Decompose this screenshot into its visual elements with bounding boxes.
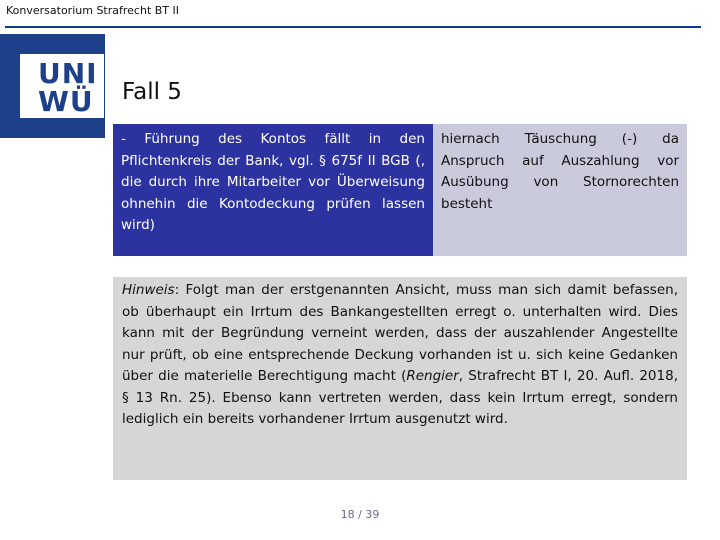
argument-box-left <box>113 124 433 256</box>
logo-text-line1: UNI <box>38 57 98 90</box>
slide-title: Fall 5 <box>122 79 182 105</box>
note-body-part2: , Strafrecht BT I, 20. Aufl. 2018, § 13 Rn. 25). Ebenso kann vertreten werden, dass kein Irrtum erregt, sondern lediglich ein bereits vorhandener Irrtum ausgenutzt wird. <box>122 368 678 427</box>
logo-text-line2: WÜ <box>38 85 94 118</box>
note-box <box>113 277 687 480</box>
conclusion-box-right <box>433 124 687 256</box>
note-body-part1: : Folgt man der erstgenannten Ansicht, muss man sich damit befassen, ob überhaupt ein Irrtum des Bankangestellten erregt o. unterhalten wird. Dies kann mit der Begründung verneint werden, dass der auszahlender Angestellte nur prüft, ob eine entsprechende Deckung vorhanden ist u. sich keine Gedanken über die materielle Berechtigung macht ( <box>122 282 678 384</box>
header-divider <box>5 26 701 28</box>
conclusion-text-right: hiernach Täuschung (-) da Anspruch auf Auszahlung vor Ausübung von Stornorechten besteht <box>441 131 679 212</box>
argument-text-left: - Führung des Kontos fällt in den Pflichtenkreis der Bank, vgl. § 675f II BGB (, die durch ihre Mitarbeiter vor Überweisung ohnehin die Kontodeckung prüfen lassen wird) <box>121 131 425 233</box>
note-text <box>122 280 678 431</box>
note-label: Hinweis <box>122 282 175 298</box>
header-title: Konversatorium Strafrecht BT II <box>6 4 180 17</box>
note-cite-author: Rengier <box>406 368 459 384</box>
page-number: 18 / 39 <box>340 508 380 521</box>
